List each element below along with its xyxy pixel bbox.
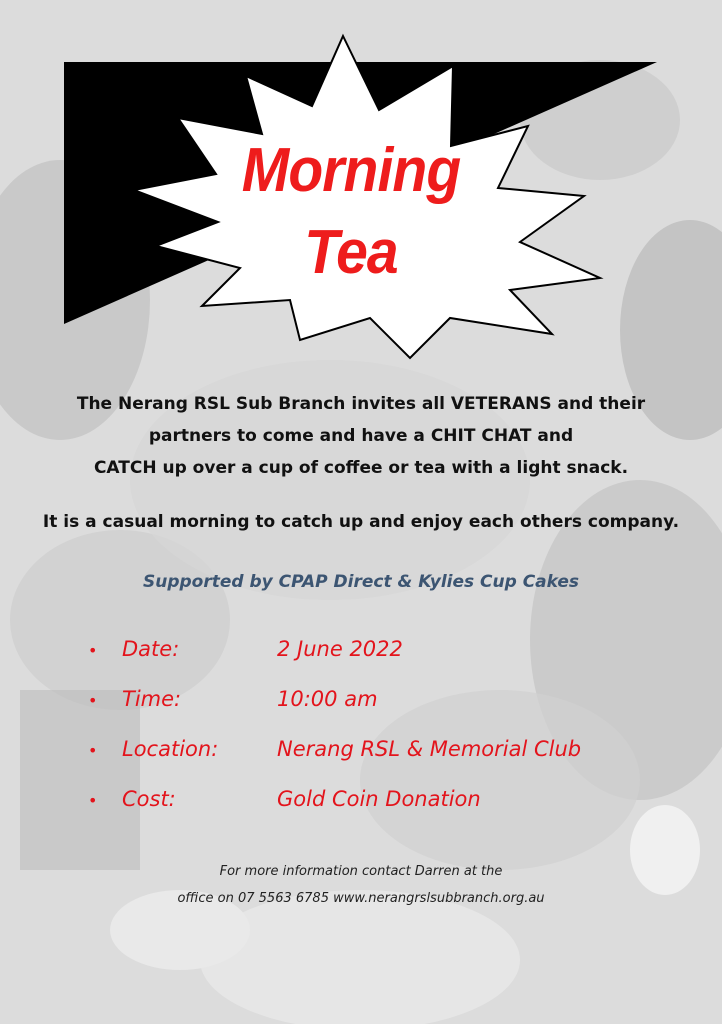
detail-location	[88, 733, 688, 783]
detail-label: Time:	[122, 687, 182, 711]
bullet-icon: •	[88, 691, 98, 710]
headline-tea: Tea	[304, 218, 398, 287]
catch-text: CATCH	[93, 458, 157, 478]
bullet-icon: •	[88, 791, 98, 810]
detail-value: 10:00 am	[277, 687, 378, 711]
casual-paragraph: It is a casual morning to catch up and enjoy each others company.	[42, 512, 680, 532]
bullet-icon: •	[88, 641, 98, 660]
bullet-icon: •	[88, 741, 98, 760]
headline-morning: Morning	[241, 136, 461, 205]
chit-chat-text: CHIT CHAT	[430, 426, 532, 446]
contact-info	[0, 858, 722, 912]
detail-cost	[88, 783, 688, 833]
detail-time	[88, 683, 688, 733]
detail-date	[88, 633, 688, 683]
invitation-text-1: The Nerang RSL Sub Branch invites all VETERANS and their partners to come and have a	[76, 394, 646, 446]
detail-value: Gold Coin Donation	[277, 787, 481, 811]
contact-line-1: For more information contact Darren at the	[219, 864, 503, 879]
contact-line-2: office on 07 5563 6785 www.nerangrslsubbranch.org.au	[177, 891, 545, 906]
detail-label: Cost:	[122, 787, 176, 811]
detail-label: Date:	[122, 637, 180, 661]
detail-value: 2 June 2022	[277, 637, 403, 661]
supported-by-line: Supported by CPAP Direct & Kylies Cup Cakes	[142, 572, 579, 592]
detail-value: Nerang RSL & Memorial Club	[277, 737, 582, 761]
invitation-text-2: and	[531, 426, 574, 446]
detail-label: Location:	[122, 737, 219, 761]
invitation-paragraph	[40, 388, 682, 484]
event-details-list	[88, 633, 688, 833]
invitation-text-3: up over a cup of coffee or tea with a light snack.	[156, 458, 629, 478]
